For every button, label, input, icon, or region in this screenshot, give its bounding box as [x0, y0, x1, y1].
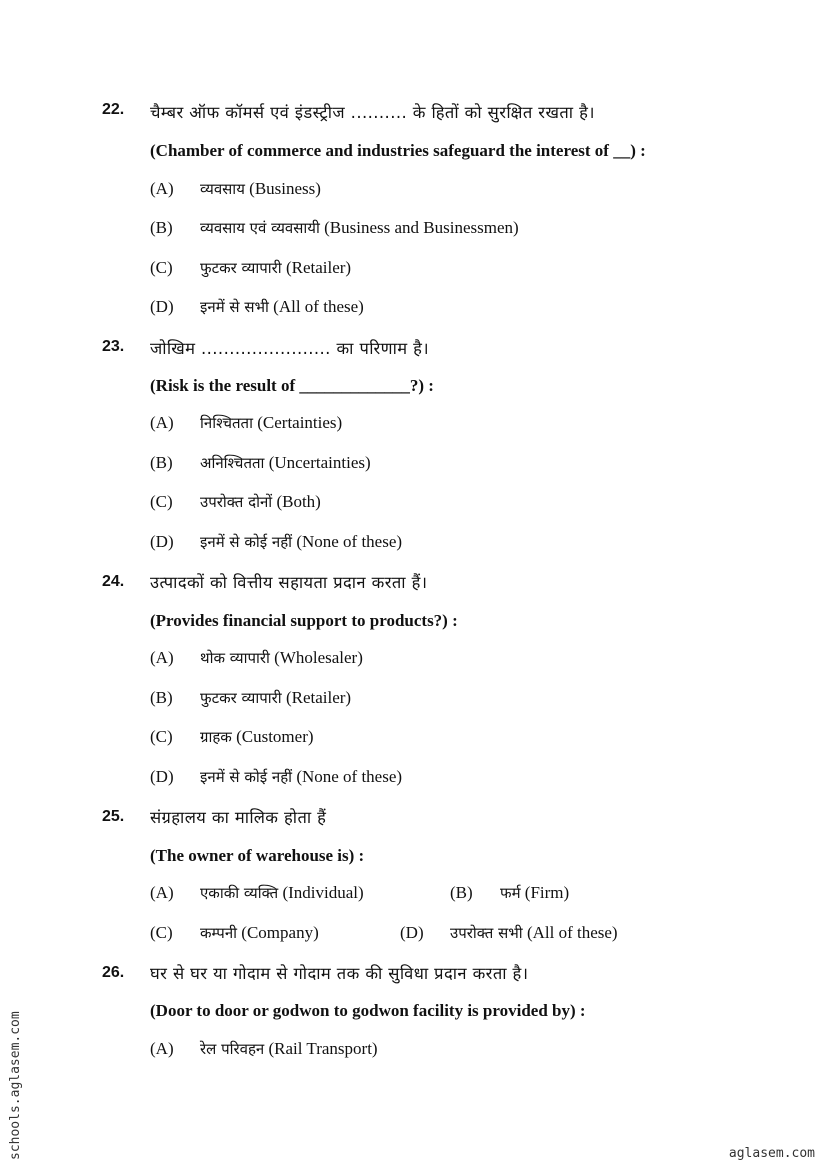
question-text-hindi: संग्रहालय का मालिक होता हैं: [150, 808, 327, 827]
option-letter: (A): [150, 648, 174, 667]
question-number: 25.: [102, 808, 125, 825]
option-letter: (B): [150, 218, 173, 237]
question-text-hindi: घर से घर या गोदाम से गोदाम तक की सुविधा प्रदान करता है।: [150, 964, 529, 983]
option: [450, 883, 569, 903]
question-text-hindi: चैम्बर ऑफ कॉमर्स एवं इंडस्ट्रीज .......... के हितों को सुरक्षित रखता है।: [150, 103, 595, 122]
question-text-english: (Door to door or godwon to godwon facility is provided by) :: [150, 1001, 586, 1020]
option-text-english: (Uncertainties): [268, 453, 371, 472]
option-letter: (B): [450, 883, 473, 902]
question-text-hindi: जोखिम ....................... का परिणाम है।: [150, 339, 429, 358]
option: [150, 218, 519, 238]
option-text-hindi: रेल परिवहन: [200, 1040, 265, 1058]
option-text-english: (Business and Businessmen): [324, 218, 519, 237]
option-text-english: (Wholesaler): [274, 648, 363, 667]
option-text-english: (Rail Transport): [268, 1039, 378, 1058]
option-text-hindi: कम्पनी: [200, 924, 238, 942]
option-text-hindi: निश्चितता: [200, 414, 253, 432]
option: [150, 767, 402, 787]
option-letter: (A): [150, 1039, 174, 1058]
option-text-english: (None of these): [296, 532, 403, 551]
option-text-english: (All of these): [526, 923, 618, 942]
option-text-english: (Company): [241, 923, 319, 942]
question-text-hindi: उत्पादकों को वित्तीय सहायता प्रदान करता हैं।: [150, 573, 428, 592]
option-letter: (C): [150, 258, 173, 277]
question-text-english: (Provides financial support to products?) :: [150, 611, 458, 630]
option-text-english: (None of these): [296, 767, 403, 786]
option-text-english: (Customer): [236, 727, 314, 746]
option: [150, 727, 314, 747]
question-text-english: (Risk is the result of _____________?) :: [150, 376, 434, 395]
question-number: 22.: [102, 101, 125, 118]
option: [150, 258, 351, 278]
corner-watermark: aglasem.com: [728, 1146, 815, 1161]
option-text-hindi: अनिश्चितता: [200, 454, 265, 472]
question-text-english: (The owner of warehouse is) :: [150, 846, 365, 865]
option-text-hindi: फर्म: [500, 884, 521, 902]
option-text-english: (Business): [249, 179, 321, 198]
option-text-english: (Firm): [524, 883, 570, 902]
option: [400, 923, 618, 943]
option-letter: (A): [150, 413, 174, 432]
option-text-hindi: इनमें से सभी: [200, 298, 269, 316]
option-text-hindi: ग्राहक: [200, 728, 232, 746]
option: [150, 453, 371, 473]
option: [150, 1039, 378, 1059]
option-letter: (D): [150, 532, 174, 551]
option-letter: (A): [150, 883, 174, 902]
option-text-hindi: उपरोक्त दोनों: [200, 493, 273, 511]
option-text-hindi: एकाकी व्यक्ति: [200, 884, 279, 902]
option-text-english: (All of these): [273, 297, 364, 316]
side-watermark: schools.aglasem.com: [8, 1011, 23, 1160]
option: [150, 923, 319, 943]
option-text-english: (Retailer): [285, 688, 352, 707]
option-text-hindi: फुटकर व्यापारी: [200, 259, 282, 277]
option-text-hindi: फुटकर व्यापारी: [200, 689, 282, 707]
question-number: 24.: [102, 573, 125, 590]
option-letter: (D): [150, 767, 174, 786]
option-letter: (D): [150, 297, 174, 316]
question-text-english: (Chamber of commerce and industries safeguard the interest of __) :: [150, 141, 646, 160]
option-text-english: (Certainties): [257, 413, 343, 432]
option-letter: (C): [150, 727, 173, 746]
option-letter: (B): [150, 453, 173, 472]
option-text-english: (Both): [276, 492, 321, 511]
option-text-hindi: व्यवसाय एवं व्यवसायी: [200, 219, 320, 237]
option-letter: (D): [400, 923, 424, 942]
option-text-english: (Retailer): [285, 258, 352, 277]
option-text-english: (Individual): [282, 883, 364, 902]
option: [150, 297, 364, 317]
option: [150, 492, 321, 512]
option: [150, 648, 363, 668]
option-letter: (A): [150, 179, 174, 198]
option: [150, 532, 402, 552]
option: [150, 179, 321, 199]
option-letter: (C): [150, 492, 173, 511]
option: [150, 413, 342, 433]
option-text-hindi: इनमें से कोई नहीं: [200, 768, 293, 786]
option: [150, 688, 351, 708]
question-number: 26.: [102, 964, 125, 981]
option-text-hindi: थोक व्यापारी: [200, 649, 270, 667]
option: [150, 883, 364, 903]
option-text-hindi: इनमें से कोई नहीं: [200, 533, 293, 551]
option-text-hindi: व्यवसाय: [200, 180, 245, 198]
question-number: 23.: [102, 338, 125, 355]
option-text-hindi: उपरोक्त सभी: [450, 924, 523, 942]
option-letter: (B): [150, 688, 173, 707]
option-letter: (C): [150, 923, 173, 942]
